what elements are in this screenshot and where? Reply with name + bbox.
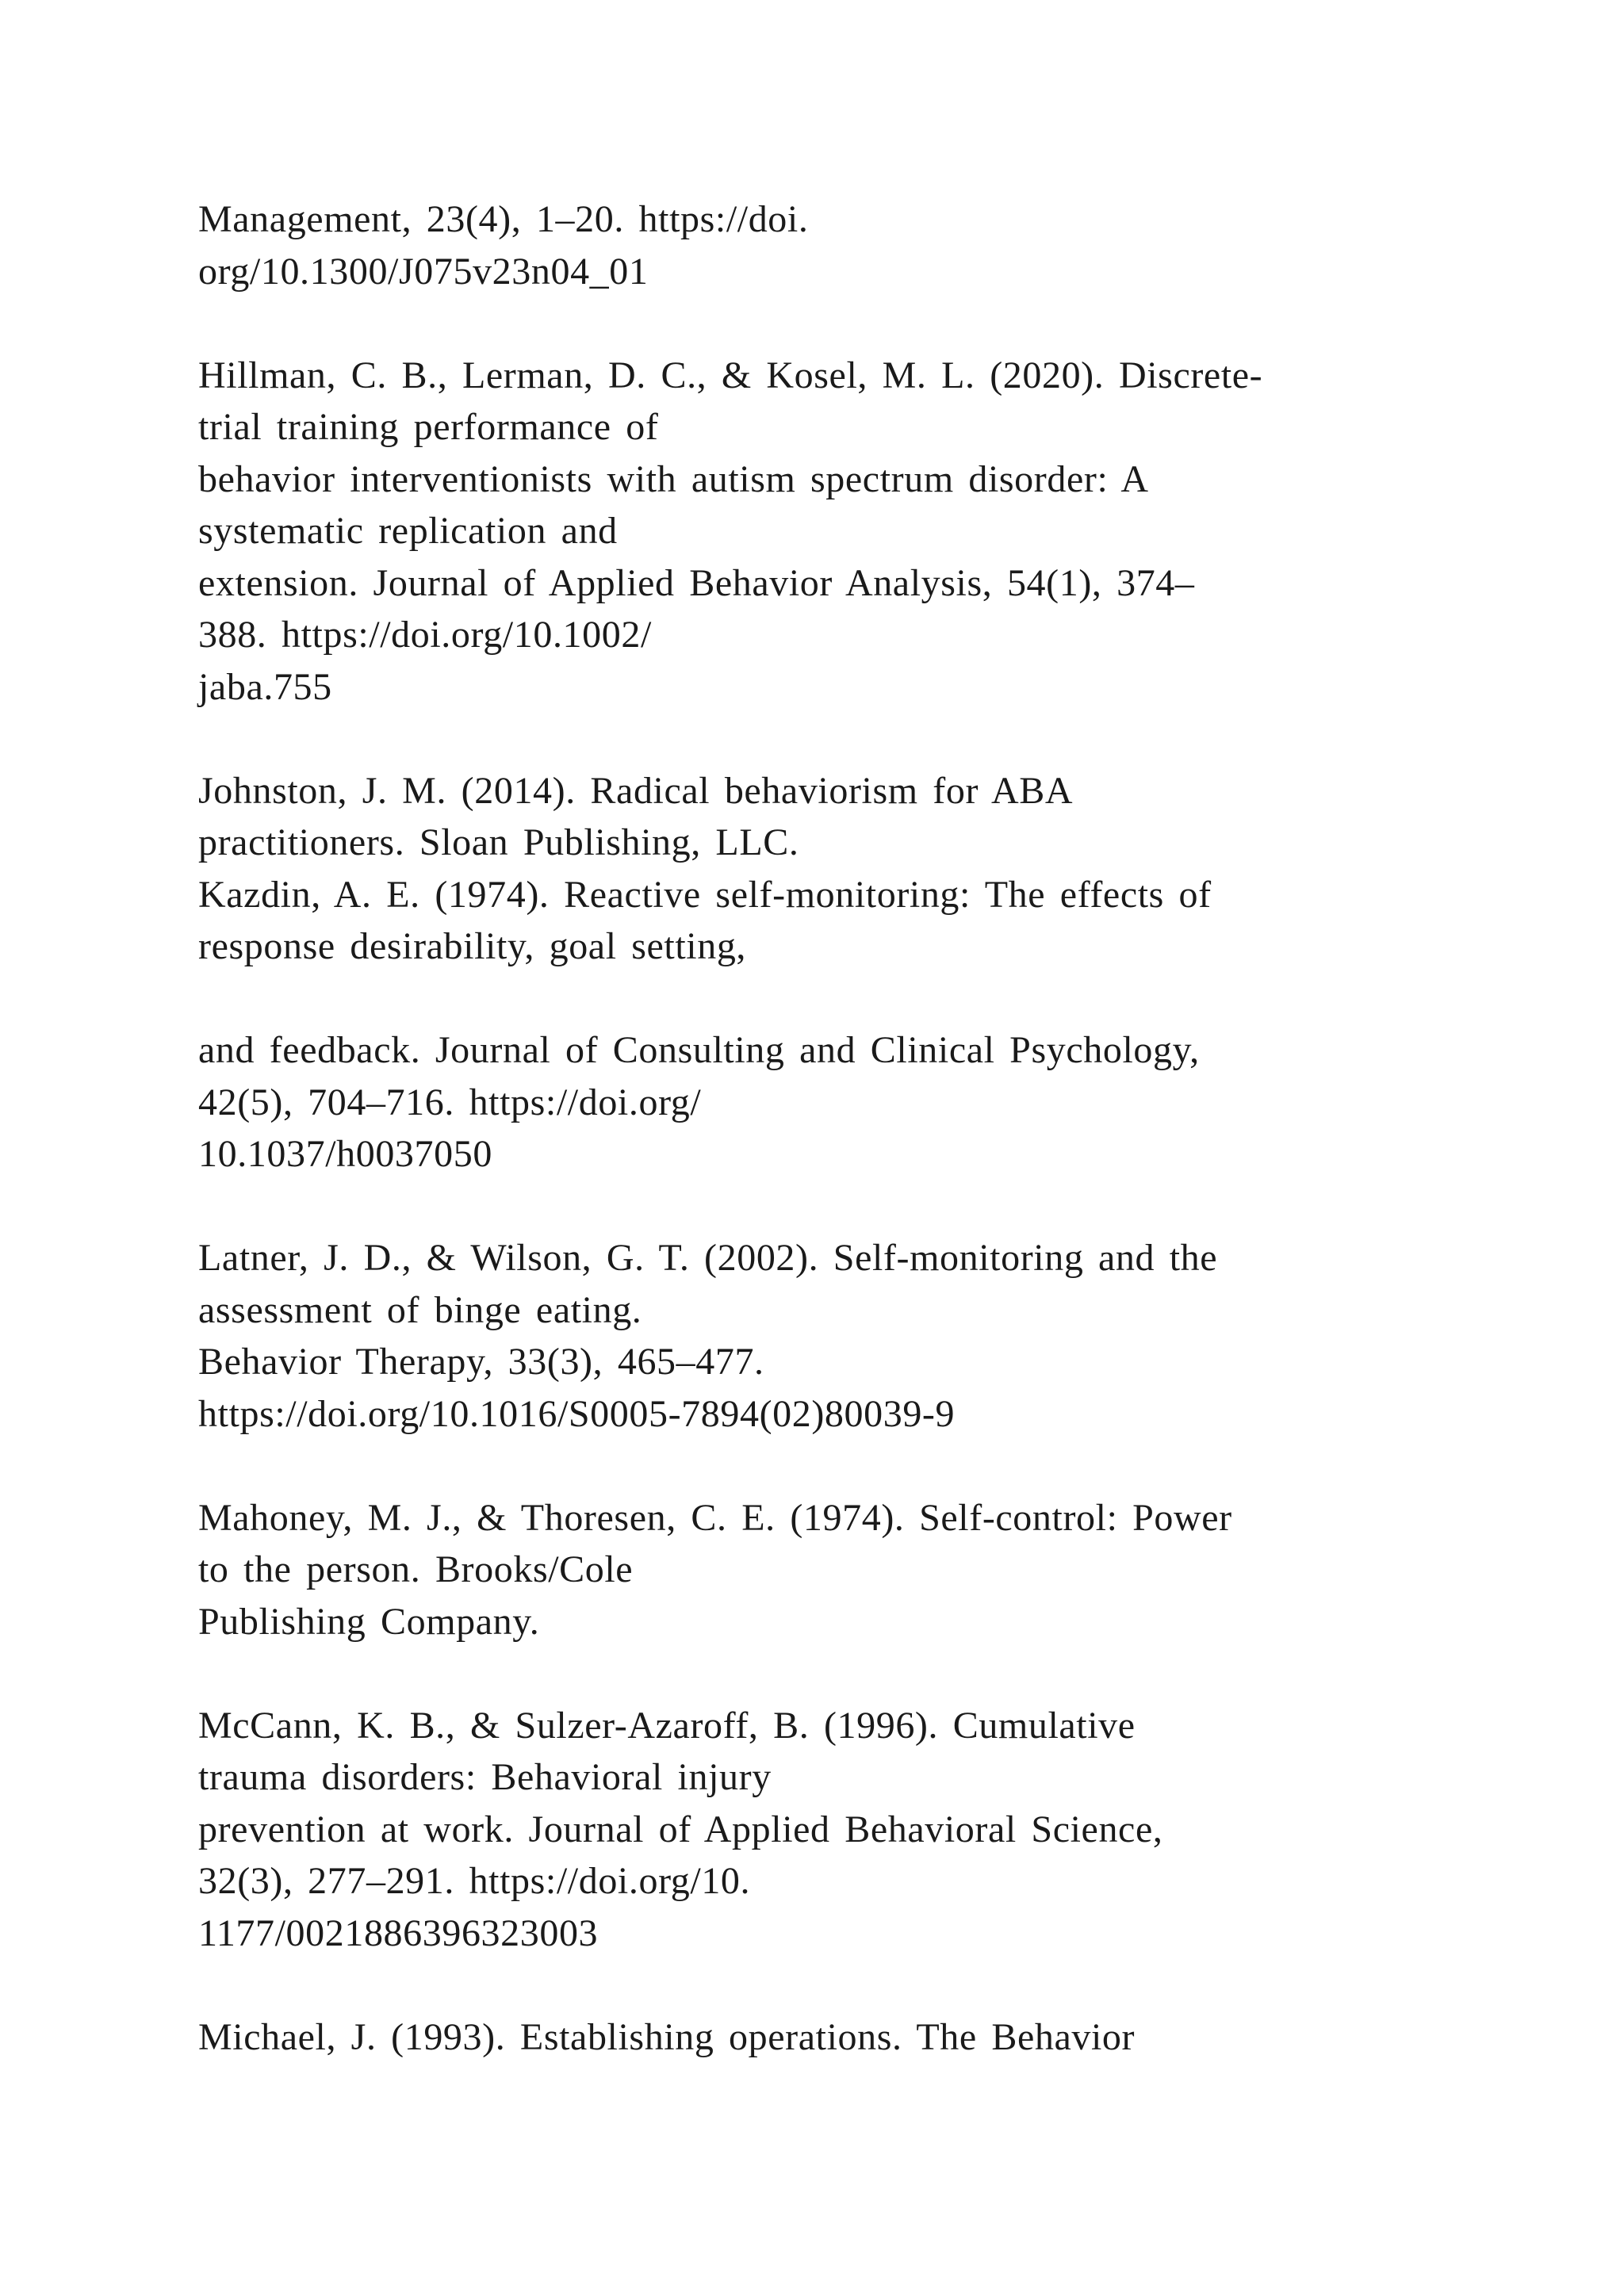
- reference-line: Michael, J. (1993). Establishing operations. The Behavior: [198, 2015, 1136, 2058]
- paragraph-gap: [198, 713, 1483, 765]
- reference-line: 10.1037/h0037050: [198, 1133, 492, 1175]
- reference-line: extension. Journal of Applied Behavior Analysis, 54(1), 374–: [198, 561, 1195, 604]
- reference-line: trial training performance of: [198, 406, 659, 448]
- paragraph-gap: [198, 1181, 1483, 1233]
- reference-line: Latner, J. D., & Wilson, G. T. (2002). Self-monitoring and the: [198, 1237, 1218, 1279]
- reference-line: Publishing Company.: [198, 1600, 540, 1643]
- reference-line: prevention at work. Journal of Applied Behavioral Science,: [198, 1808, 1163, 1850]
- reference-line: Hillman, C. B., Lerman, D. C., & Kosel, M. L. (2020). Discrete-: [198, 354, 1263, 396]
- reference-line: McCann, K. B., & Sulzer-Azaroff, B. (1996). Cumulative: [198, 1704, 1136, 1747]
- reference-line: org/10.1300/J075v23n04_01: [198, 250, 649, 293]
- reference-line: https://doi.org/10.1016/S0005-7894(02)80039-9: [198, 1392, 956, 1435]
- paragraph-gap: [198, 297, 1483, 350]
- reference-line: practitioners. Sloan Publishing, LLC.: [198, 821, 799, 863]
- reference-line: trauma disorders: Behavioral injury: [198, 1756, 772, 1798]
- reference-line: behavior interventionists with autism spectrum disorder: A: [198, 457, 1149, 500]
- reference-line: 1177/0021886396323003: [198, 1911, 599, 1954]
- reference-line: 42(5), 704–716. https://doi.org/: [198, 1081, 702, 1123]
- paragraph-gap: [198, 1647, 1483, 1700]
- reference-line: Behavior Therapy, 33(3), 465–477.: [198, 1341, 764, 1383]
- paragraph-gap: [198, 1959, 1483, 2011]
- reference-line: assessment of binge eating.: [198, 1288, 642, 1331]
- reference-line: Management, 23(4), 1–20. https://doi.: [198, 198, 809, 240]
- reference-line: and feedback. Journal of Consulting and Clinical Psychology,: [198, 1029, 1200, 1071]
- reference-line: systematic replication and: [198, 510, 618, 552]
- reference-line: response desirability, goal setting,: [198, 925, 747, 967]
- reference-line: 388. https://doi.org/10.1002/: [198, 614, 652, 656]
- paragraph-gap: [198, 1440, 1483, 1492]
- reference-list: [198, 193, 1483, 2063]
- reference-line: Kazdin, A. E. (1974). Reactive self-monitoring: The effects of: [198, 873, 1212, 916]
- reference-line: jaba.755: [198, 665, 332, 708]
- reference-line: Mahoney, M. J., & Thoresen, C. E. (1974). Self-control: Power: [198, 1496, 1232, 1539]
- reference-line: 32(3), 277–291. https://doi.org/10.: [198, 1860, 751, 1902]
- reference-line: Johnston, J. M. (2014). Radical behaviorism for ABA: [198, 769, 1074, 812]
- paragraph-gap: [198, 973, 1483, 1025]
- reference-line: to the person. Brooks/Cole: [198, 1548, 634, 1590]
